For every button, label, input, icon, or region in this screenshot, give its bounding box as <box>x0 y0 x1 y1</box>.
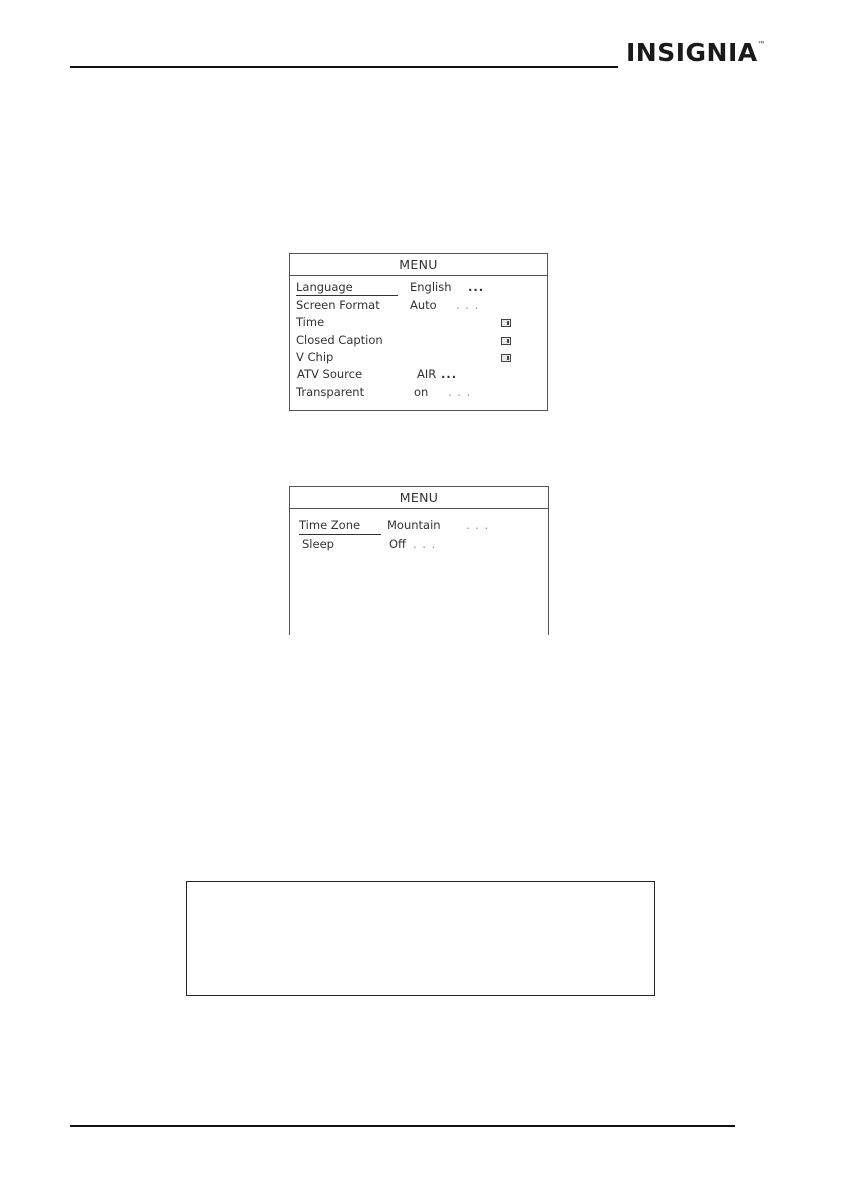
trademark-symbol: ™ <box>757 40 767 49</box>
menu-item-language[interactable] <box>296 279 541 296</box>
menu-item-atv-source[interactable] <box>296 366 541 383</box>
logo-text: INSIGNIA <box>626 38 758 67</box>
menu-item-label: Transparent <box>296 385 365 399</box>
header-rule <box>70 66 618 68</box>
menu-item-value: Off <box>389 537 406 551</box>
more-dots-icon: . . . <box>413 537 437 551</box>
submenu-arrow-icon <box>501 354 511 362</box>
menu-item-v-chip[interactable] <box>296 349 541 366</box>
menu-item-transparent[interactable] <box>296 384 541 401</box>
footer-rule <box>70 1125 735 1127</box>
menu-item-value: English <box>410 280 452 294</box>
more-dots-icon: ... <box>468 280 485 294</box>
note-box <box>186 881 655 996</box>
insignia-logo <box>626 38 766 67</box>
menu-item-label: Language <box>296 280 353 294</box>
more-dots-icon: . . . <box>456 298 480 312</box>
menu-item-closed-caption[interactable] <box>296 332 541 349</box>
menu-item-label: Time Zone <box>299 518 361 532</box>
menu-item-time-zone[interactable] <box>299 517 539 534</box>
menu-item-value: Auto <box>410 298 437 312</box>
menu-item-label: Sleep <box>302 537 334 551</box>
more-dots-icon: . . . <box>448 385 472 399</box>
more-dots-icon: . . . <box>466 518 490 532</box>
time-menu-screen <box>289 486 549 635</box>
menu-item-value: AIR <box>417 367 437 381</box>
more-dots-icon: ... <box>441 367 458 381</box>
menu-item-label: Screen Format <box>296 298 380 312</box>
submenu-arrow-icon <box>501 337 511 345</box>
menu-item-value: on <box>414 385 429 399</box>
selection-underline <box>296 295 398 296</box>
menu-item-screen-format[interactable] <box>296 297 541 314</box>
menu-item-value: Mountain <box>387 518 441 532</box>
menu-title: MENU <box>290 254 547 276</box>
menu-title: MENU <box>290 487 548 509</box>
menu-item-label: Time <box>296 315 325 329</box>
selection-underline <box>299 534 381 535</box>
menu-item-label: ATV Source <box>297 367 363 381</box>
menu-item-label: V Chip <box>296 350 334 364</box>
submenu-arrow-icon <box>501 319 511 327</box>
menu-item-time[interactable] <box>296 314 541 331</box>
menu-item-label: Closed Caption <box>296 333 383 347</box>
menu-item-sleep[interactable] <box>302 536 542 553</box>
main-menu-screen <box>289 253 548 411</box>
